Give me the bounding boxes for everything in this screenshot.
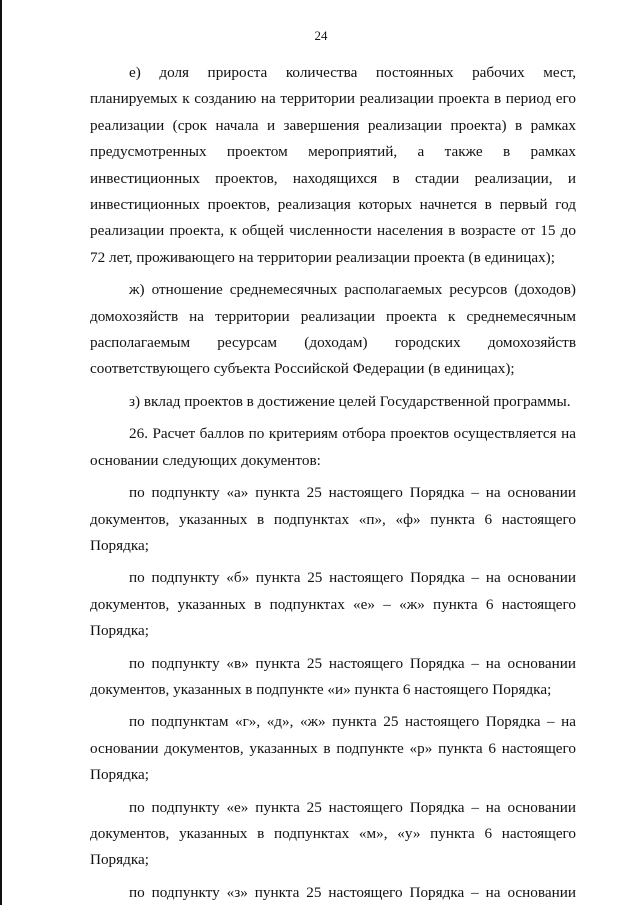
paragraph-z-program-contribution: з) вклад проектов в достижение целей Государственной программы. — [129, 392, 571, 410]
paragraph-zh-household-income-ratio: ж) отношение среднемесячных располагаемых ресурсов (доходов) домохозяйств на территории реализации проекта к среднемесячным располагаемым ресурсам (доходам) городских домохозяйств соответствующего субъекта Российской Федерации (в единицах); — [90, 281, 576, 378]
paragraph-e-job-growth-share: е) доля прироста количества постоянных рабочих мест, планируемых к созданию на территории реализации проекта в период его реализации (срок начала и завершения реализации проекта) в рамках предусмотренных проектом мероприятий, а также в рамках инвестиционных проектов, находящихся в стадии реализации, и инвестиционных проектов, реализация которых начнется в первый год реализации проекта, к общей численности населения в возрасте от 15 до 72 лет, проживающего на территории реализации проекта (в единицах); — [90, 64, 576, 266]
paragraph-basis-subitem-a: по подпункту «а» пункта 25 настоящего Порядка – на основании документов, указанных в подпунктах «п», «ф» пункта 6 настоящего Порядка; — [90, 484, 576, 554]
paragraph-basis-subitems-g-d-zh: по подпунктам «г», «д», «ж» пункта 25 настоящего Порядка – на основании документов, указанных в подпункте «р» пункта 6 настоящего Порядка; — [90, 713, 576, 784]
document-body — [90, 60, 576, 912]
page-number: 24 — [314, 28, 328, 43]
paragraph-basis-subitem-v: по подпункту «в» пункта 25 настоящего Порядка – на основании документов, указанных в подпункте «и» пункта 6 настоящего Порядка; — [90, 654, 576, 698]
paragraph-basis-subitem-e: по подпункту «е» пункта 25 настоящего Порядка – на основании документов, указанных в подпунктах «м», «у» пункта 6 настоящего Порядка; — [90, 798, 576, 869]
paragraph-basis-subitem-b: по подпункту «б» пункта 25 настоящего Порядка – на основании документов, указанных в подпунктах «е» – «ж» пункта 6 настоящего Порядка; — [90, 569, 576, 640]
paragraph-26-scoring-basis: 26. Расчет баллов по критериям отбора проектов осуществляется на основании следующих документов: — [90, 425, 576, 469]
paragraph-basis-subitem-z: по подпункту «з» пункта 25 настоящего Порядка – на основании — [129, 883, 576, 901]
